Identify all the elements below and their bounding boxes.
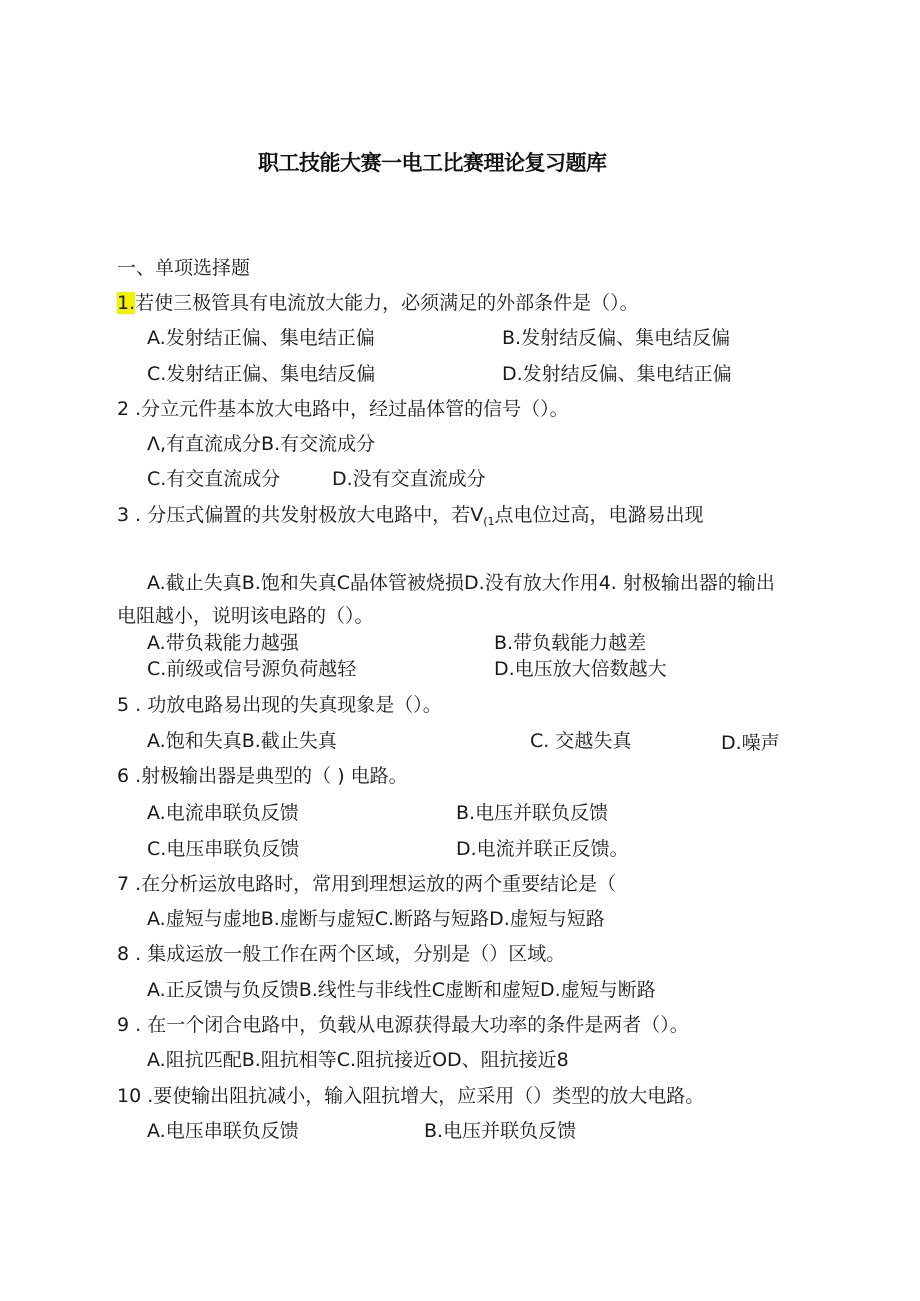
document-title: 职工技能大赛一电工比赛理论复习题库	[258, 151, 607, 175]
question-1	[117, 294, 639, 313]
q9-options: A.阻抗匹配B.阻抗相等C.阻抗接近OD、阻抗接近8	[147, 1049, 569, 1071]
question-4-continuation: 电阻越小，说明该电路的（）。	[117, 605, 374, 627]
question-number-highlight: 1.	[117, 292, 136, 314]
q1-option-a: A.发射结正偏、集电结正偏	[147, 327, 375, 349]
q4-option-d: D.电压放大倍数越大	[494, 658, 667, 680]
question-7: 7 .在分析运放电路时，常用到理想运放的两个重要结论是（	[117, 873, 617, 895]
q10-option-b: B.电压并联负反馈	[424, 1120, 577, 1142]
question-5: 5 . 功放电路易出现的失真现象是（）。	[117, 694, 442, 716]
question-3-text-a: 3 . 分压式偏置的共发射极放大电路中，若V	[117, 504, 484, 526]
question-9: 9 . 在一个闭合电路中，负载从电源获得最大功率的条件是两者（）。	[117, 1014, 689, 1036]
q3-options: A.截止失真B.饱和失真C晶体管被烧损D.没有放大作用4. 射极输出器的输出	[147, 572, 775, 594]
q6-option-d: D.电流并联正反馈。	[456, 838, 629, 860]
q8-options: A.正反馈与负反馈B.线性与非线性C虚断和虚短D.虚短与断路	[147, 979, 656, 1001]
q2-option-c: C.有交直流成分	[147, 468, 281, 490]
section-heading: 一、单项选择题	[117, 257, 251, 279]
q2-options-ab: Λ,有直流成分B.有交流成分	[147, 433, 376, 455]
q1-option-b: B.发射结反偏、集电结反偏	[502, 327, 731, 349]
q10-option-a: A.电压串联负反馈	[147, 1120, 299, 1142]
q7-options: A.虚短与虚地B.虚断与虚短C.断路与短路D.虚短与短路	[147, 908, 605, 930]
q5-option-d: D.噪声	[721, 732, 780, 754]
q4-option-c: C.前级或信号源负荷越轻	[147, 658, 357, 680]
question-3-text-b: 点电位过高，电潞易出现	[494, 504, 704, 526]
q6-option-c: C.电压串联负反馈	[147, 838, 300, 860]
q4-option-a: A.带负栽能力越强	[147, 632, 299, 654]
question-10: 10 .要使输出阻抗减小，输入阻抗增大，应采用（）类型的放大电路。	[117, 1085, 705, 1107]
q2-option-d: D.没有交直流成分	[332, 468, 486, 490]
q5-option-c: C. 交越失真	[530, 730, 632, 752]
question-1-text: 若使三极管具有电流放大能力，必须满足的外部条件是（）。	[135, 292, 639, 314]
q1-option-d: D.发射结反偏、集电结正偏	[502, 363, 732, 385]
q1-option-c: C.发射结正偏、集电结反偏	[147, 363, 376, 385]
question-2: 2 .分立元件基本放大电路中，经过晶体管的信号（）。	[117, 398, 569, 420]
q4-option-b: B.带负载能力越差	[494, 632, 647, 654]
question-3	[117, 506, 704, 527]
q6-option-b: B.电压并联负反馈	[456, 802, 609, 824]
question-8: 8 . 集成运放一般工作在两个区域，分别是（）区域。	[117, 943, 566, 965]
q6-option-a: A.电流串联负反馈	[147, 802, 299, 824]
q5-options-ab: A.饱和失真B.截止失真	[147, 730, 337, 752]
question-3-subscript: (1	[483, 515, 495, 528]
question-6: 6 .射极输出器是典型的（ ) 电路。	[117, 765, 408, 787]
